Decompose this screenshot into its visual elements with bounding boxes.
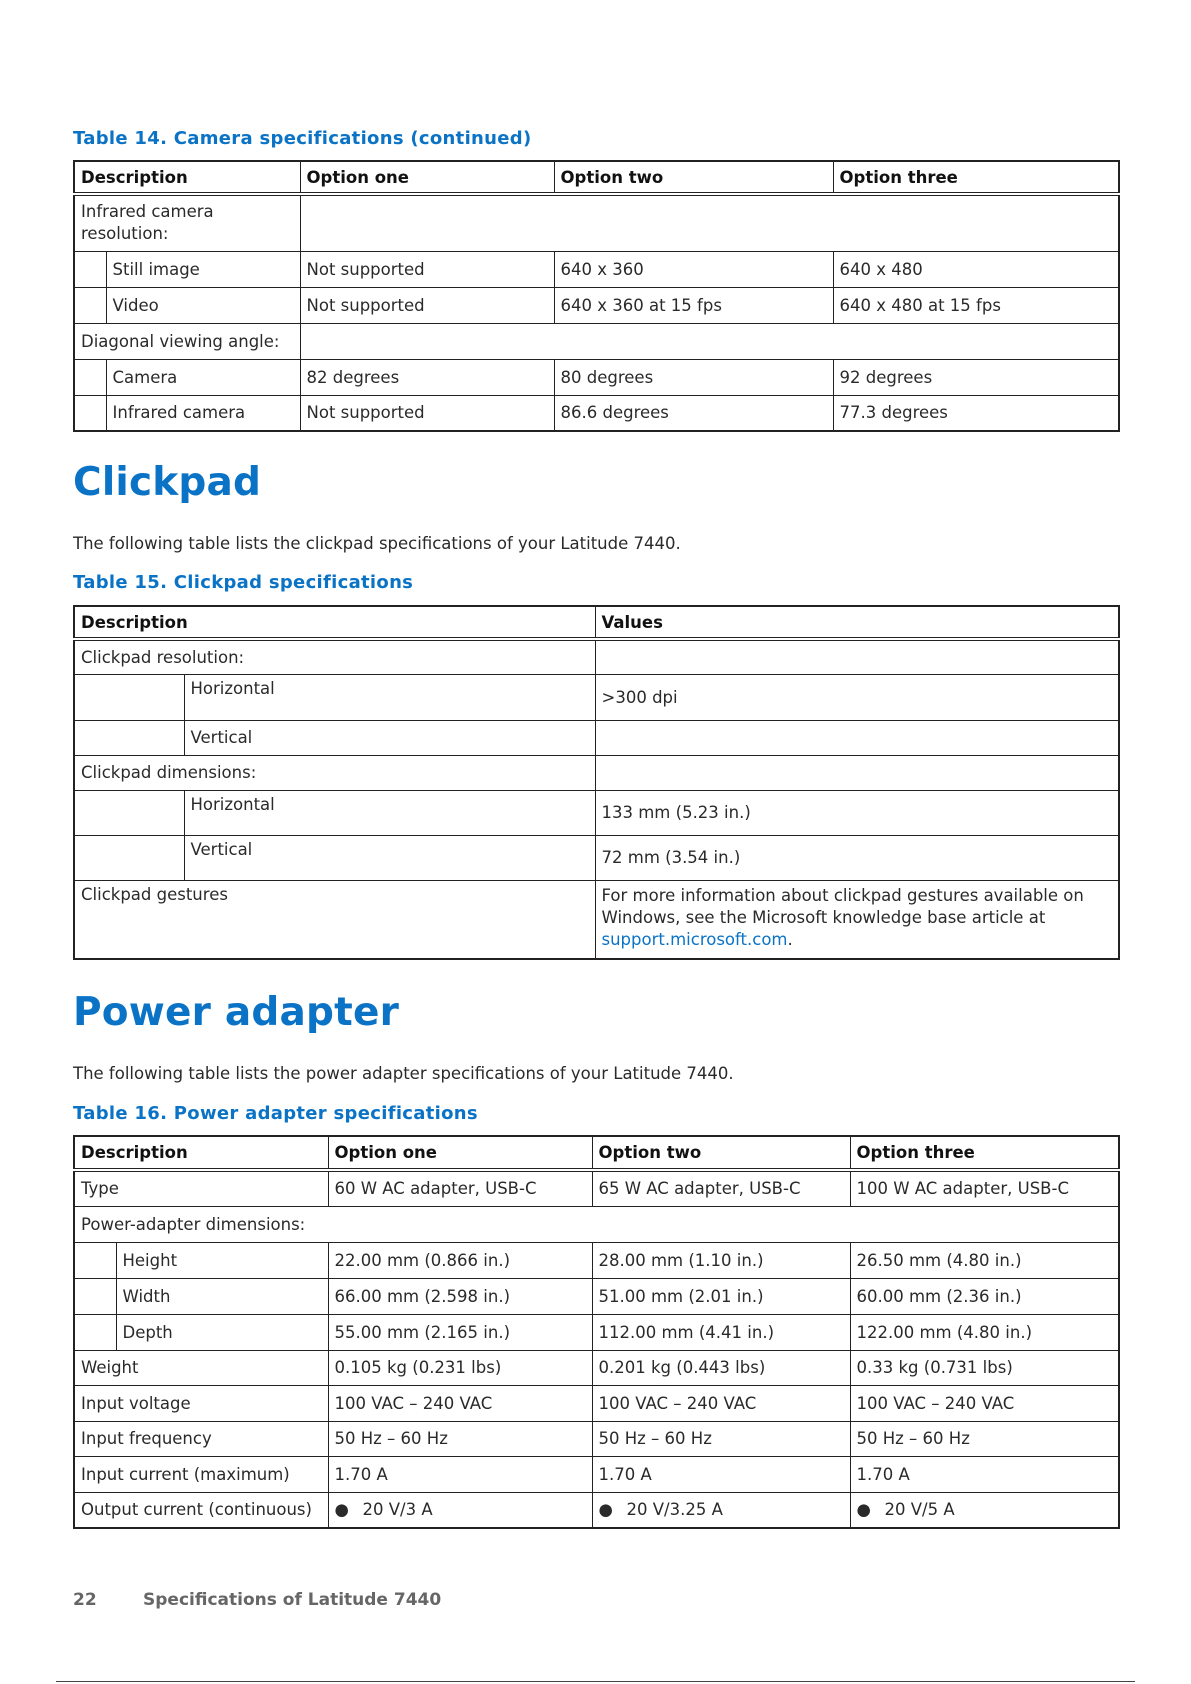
table-header-row bbox=[74, 161, 1119, 194]
cell-value: 50 Hz – 60 Hz bbox=[592, 1421, 850, 1456]
indent-cell bbox=[74, 1242, 116, 1278]
table-row bbox=[74, 395, 1119, 431]
row-label: Weight bbox=[74, 1350, 328, 1385]
cell-value: 0.105 kg (0.231 lbs) bbox=[328, 1350, 592, 1385]
cell-value bbox=[592, 1492, 850, 1528]
row-label: Depth bbox=[116, 1314, 328, 1350]
table-14-caption: Table 14. Camera specifications (continued) bbox=[73, 128, 532, 149]
row-label: Still image bbox=[106, 251, 300, 287]
indent-cell bbox=[74, 395, 106, 431]
power-adapter-specifications-table bbox=[73, 1135, 1120, 1529]
cell-value: 86.6 degrees bbox=[554, 395, 833, 431]
indent-cell bbox=[74, 674, 184, 720]
cell-value: 112.00 mm (4.41 in.) bbox=[592, 1314, 850, 1350]
cell-value: 100 VAC – 240 VAC bbox=[328, 1385, 592, 1421]
cell-value: Not supported bbox=[300, 395, 554, 431]
table-row bbox=[74, 1492, 1119, 1528]
cell-value: 22.00 mm (0.866 in.) bbox=[328, 1242, 592, 1278]
footer-rule bbox=[56, 1681, 1135, 1682]
row-label: Video bbox=[106, 287, 300, 323]
table-row bbox=[74, 1314, 1119, 1350]
output-value: 20 V/3.25 A bbox=[626, 1500, 723, 1520]
gestures-label: Clickpad gestures bbox=[74, 880, 595, 959]
table-row bbox=[74, 1278, 1119, 1314]
cell-value: 82 degrees bbox=[300, 359, 554, 395]
ir-resolution-label: Infrared camera resolution: bbox=[74, 194, 300, 251]
table-header-row bbox=[74, 606, 1119, 639]
dimensions-label: Power-adapter dimensions: bbox=[74, 1206, 1119, 1242]
table-15-caption: Table 15. Clickpad specifications bbox=[73, 572, 414, 593]
row-label: Vertical bbox=[184, 835, 595, 880]
table-row bbox=[74, 1456, 1119, 1492]
cell-value: 92 degrees bbox=[833, 359, 1119, 395]
indent-cell bbox=[74, 835, 184, 880]
row-label: Input current (maximum) bbox=[74, 1456, 328, 1492]
table-row bbox=[74, 720, 1119, 755]
table-header-row bbox=[74, 1136, 1119, 1170]
table-row bbox=[74, 1170, 1119, 1206]
table-row bbox=[74, 194, 1119, 251]
cell-value: 60.00 mm (2.36 in.) bbox=[850, 1278, 1119, 1314]
cell-value: 80 degrees bbox=[554, 359, 833, 395]
indent-cell bbox=[74, 1314, 116, 1350]
power-adapter-intro: The following table lists the power adapter specifications of your Latitude 7440. bbox=[73, 1064, 734, 1083]
cell-value: 28.00 mm (1.10 in.) bbox=[592, 1242, 850, 1278]
indent-cell bbox=[74, 1278, 116, 1314]
bullet-icon: ● bbox=[598, 1500, 613, 1520]
output-value: 20 V/3 A bbox=[362, 1500, 433, 1520]
table-row bbox=[74, 880, 1119, 959]
table-row bbox=[74, 287, 1119, 323]
table-row bbox=[74, 1350, 1119, 1385]
cell-value: 100 W AC adapter, USB-C bbox=[850, 1170, 1119, 1206]
cell-value: 640 x 360 at 15 fps bbox=[554, 287, 833, 323]
cell-value: 65 W AC adapter, USB-C bbox=[592, 1170, 850, 1206]
empty-cell bbox=[300, 194, 1119, 251]
table-row bbox=[74, 323, 1119, 359]
cell-value: 55.00 mm (2.165 in.) bbox=[328, 1314, 592, 1350]
empty-cell bbox=[300, 323, 1119, 359]
header-description: Description bbox=[74, 161, 300, 194]
cell-value: 1.70 A bbox=[328, 1456, 592, 1492]
indent-cell bbox=[74, 790, 184, 835]
row-label: Type bbox=[74, 1170, 328, 1206]
indent-cell bbox=[74, 287, 106, 323]
row-label: Input voltage bbox=[74, 1385, 328, 1421]
cell-value: 640 x 480 at 15 fps bbox=[833, 287, 1119, 323]
cell-value: 50 Hz – 60 Hz bbox=[850, 1421, 1119, 1456]
cell-value: 72 mm (3.54 in.) bbox=[595, 835, 1119, 880]
cell-value: Not supported bbox=[300, 251, 554, 287]
bullet-icon: ● bbox=[856, 1500, 871, 1520]
microsoft-support-link[interactable]: support.microsoft.com bbox=[601, 929, 788, 949]
cell-value: 100 VAC – 240 VAC bbox=[850, 1385, 1119, 1421]
row-label: Vertical bbox=[184, 720, 595, 755]
row-label: Output current (continuous) bbox=[74, 1492, 328, 1528]
cell-value: 122.00 mm (4.80 in.) bbox=[850, 1314, 1119, 1350]
cell-value: 0.201 kg (0.443 lbs) bbox=[592, 1350, 850, 1385]
cell-value: 60 W AC adapter, USB-C bbox=[328, 1170, 592, 1206]
footer-title: Specifications of Latitude 7440 bbox=[143, 1590, 442, 1610]
cell-value: 100 VAC – 240 VAC bbox=[592, 1385, 850, 1421]
clickpad-intro: The following table lists the clickpad specifications of your Latitude 7440. bbox=[73, 534, 681, 553]
cell-value bbox=[328, 1492, 592, 1528]
empty-cell bbox=[595, 720, 1119, 755]
row-label: Infrared camera bbox=[106, 395, 300, 431]
indent-cell bbox=[74, 720, 184, 755]
gestures-text: For more information about clickpad gestures available on Windows, see the Microsoft knowledge base article at bbox=[601, 885, 1084, 927]
output-value: 20 V/5 A bbox=[884, 1500, 955, 1520]
cell-value: 50 Hz – 60 Hz bbox=[328, 1421, 592, 1456]
gestures-cell bbox=[595, 880, 1119, 959]
row-label: Camera bbox=[106, 359, 300, 395]
cell-value: 51.00 mm (2.01 in.) bbox=[592, 1278, 850, 1314]
gestures-end: . bbox=[787, 929, 793, 949]
row-label: Height bbox=[116, 1242, 328, 1278]
header-option-one: Option one bbox=[300, 161, 554, 194]
table-row bbox=[74, 639, 1119, 674]
row-label: Width bbox=[116, 1278, 328, 1314]
cell-value: Not supported bbox=[300, 287, 554, 323]
empty-cell bbox=[595, 639, 1119, 674]
table-row bbox=[74, 1385, 1119, 1421]
power-adapter-heading: Power adapter bbox=[73, 990, 400, 1035]
row-label: Input frequency bbox=[74, 1421, 328, 1456]
table-16-caption: Table 16. Power adapter specifications bbox=[73, 1103, 478, 1124]
cell-value: 77.3 degrees bbox=[833, 395, 1119, 431]
camera-specifications-table bbox=[73, 160, 1120, 432]
resolution-label: Clickpad resolution: bbox=[74, 639, 595, 674]
cell-value: 133 mm (5.23 in.) bbox=[595, 790, 1119, 835]
table-row bbox=[74, 790, 1119, 835]
header-option-three: Option three bbox=[850, 1136, 1119, 1170]
header-option-one: Option one bbox=[328, 1136, 592, 1170]
table-row bbox=[74, 674, 1119, 720]
cell-value: 1.70 A bbox=[850, 1456, 1119, 1492]
table-row bbox=[74, 251, 1119, 287]
cell-value: >300 dpi bbox=[595, 674, 1119, 720]
cell-value: 66.00 mm (2.598 in.) bbox=[328, 1278, 592, 1314]
header-option-three: Option three bbox=[833, 161, 1119, 194]
cell-value: 640 x 480 bbox=[833, 251, 1119, 287]
cell-value: 26.50 mm (4.80 in.) bbox=[850, 1242, 1119, 1278]
header-option-two: Option two bbox=[592, 1136, 850, 1170]
table-row bbox=[74, 1421, 1119, 1456]
header-description: Description bbox=[74, 606, 595, 639]
clickpad-specifications-table bbox=[73, 605, 1120, 960]
row-label: Horizontal bbox=[184, 674, 595, 720]
indent-cell bbox=[74, 359, 106, 395]
angle-label: Diagonal viewing angle: bbox=[74, 323, 300, 359]
clickpad-heading: Clickpad bbox=[73, 460, 262, 505]
table-row bbox=[74, 835, 1119, 880]
indent-cell bbox=[74, 251, 106, 287]
cell-value bbox=[850, 1492, 1119, 1528]
header-option-two: Option two bbox=[554, 161, 833, 194]
row-label: Horizontal bbox=[184, 790, 595, 835]
table-row bbox=[74, 1242, 1119, 1278]
header-values: Values bbox=[595, 606, 1119, 639]
table-row bbox=[74, 1206, 1119, 1242]
empty-cell bbox=[595, 755, 1119, 790]
cell-value: 640 x 360 bbox=[554, 251, 833, 287]
cell-value: 0.33 kg (0.731 lbs) bbox=[850, 1350, 1119, 1385]
page-footer bbox=[73, 1590, 441, 1610]
table-row bbox=[74, 755, 1119, 790]
header-description: Description bbox=[74, 1136, 328, 1170]
dimensions-label: Clickpad dimensions: bbox=[74, 755, 595, 790]
cell-value: 1.70 A bbox=[592, 1456, 850, 1492]
bullet-icon: ● bbox=[334, 1500, 349, 1520]
page-number: 22 bbox=[73, 1590, 97, 1610]
table-row bbox=[74, 359, 1119, 395]
